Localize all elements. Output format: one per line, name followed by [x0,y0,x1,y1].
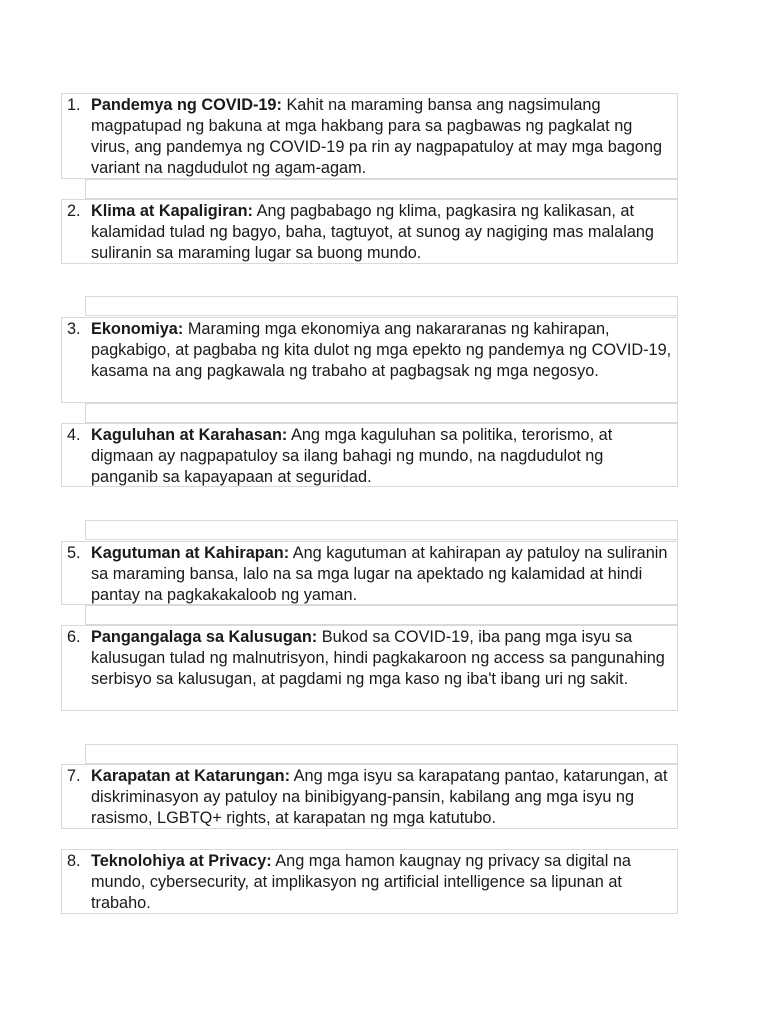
item-text [62,765,677,830]
item-number: 3. [67,320,81,338]
item-text [62,850,677,915]
empty-row [85,296,678,316]
item-body: Ang mga hamon kaugnay ng privacy sa digital na mundo, cybersecurity, at implikasyon ng artificial intelligence sa lipunan at trabaho. [91,852,631,912]
item-number: 4. [67,426,81,444]
item-title: Kaguluhan at Karahasan: [91,426,288,444]
item-number: 2. [67,202,81,220]
item-number: 8. [67,852,81,870]
item-text [62,542,677,607]
list-item [61,764,678,829]
list-item [61,423,678,487]
item-body: Ang mga isyu sa karapatang pantao, katarungan, at diskriminasyon ay patuloy na binibigyang-pansin, kabilang ang mga isyu ng rasismo, LGBTQ+ rights, at karapatan ng mga katutubo. [91,767,668,827]
item-title: Pandemya ng COVID-19: [91,96,282,114]
list-item [61,93,678,179]
list-item [61,625,678,711]
empty-row [85,403,678,423]
item-number: 1. [67,96,81,114]
item-text [62,94,677,180]
item-text [62,200,677,265]
list-item [61,317,678,403]
item-body: Ang mga kaguluhan sa politika, terorismo, at digmaan ay nagpapatuloy sa ilang bahagi ng mundo, na nagdudulot ng panganib sa kapayapaan at seguridad. [91,426,613,486]
item-title: Ekonomiya: [91,320,184,338]
item-title: Klima at Kapaligiran: [91,202,253,220]
item-title: Pangangalaga sa Kalusugan: [91,628,318,646]
empty-row [85,520,678,540]
item-text [62,626,677,691]
item-number: 6. [67,628,81,646]
empty-row [85,179,678,199]
item-text [62,424,677,489]
list-item [61,199,678,264]
list-item [61,849,678,914]
item-title: Teknolohiya at Privacy: [91,852,272,870]
empty-row [85,744,678,764]
item-title: Kagutuman at Kahirapan: [91,544,290,562]
item-body: Ang pagbabago ng klima, pagkasira ng kalikasan, at kalamidad tulad ng bagyo, baha, tagtuyot, at sunog ay nagiging mas malalang suliranin sa maraming lugar sa buong mundo. [91,202,654,262]
item-body: Ang kagutuman at kahirapan ay patuloy na suliranin sa maraming bansa, lalo na sa mga lugar na apektado ng kalamidad at hindi pantay na pagkakakaloob ng yaman. [91,544,668,604]
item-number: 5. [67,544,81,562]
item-body: Kahit na maraming bansa ang nagsimulang magpatupad ng bakuna at mga hakbang para sa pagbawas ng pagkalat ng virus, ang pandemya ng COVID-19 pa rin ay nagpapatuloy at may mga bagong variant na nagdudulot ng agam-agam. [91,96,663,177]
item-text [62,318,677,383]
item-title: Karapatan at Katarungan: [91,767,291,785]
item-number: 7. [67,767,81,785]
empty-row [85,605,678,625]
list-item [61,541,678,605]
item-body: Maraming mga ekonomiya ang nakararanas ng kahirapan, pagkabigo, at pagbaba ng kita dulot ng mga epekto ng pandemya ng COVID-19, kasama na ang pagkawala ng trabaho at pagbagsak ng mga negosyo. [91,320,672,380]
item-body: Bukod sa COVID-19, iba pang mga isyu sa kalusugan tulad ng malnutrisyon, hindi pagkakaroon ng access sa pangunahing serbisyo sa kalusugan, at pagdami ng mga kaso ng iba't ibang uri ng sakit. [91,628,665,688]
